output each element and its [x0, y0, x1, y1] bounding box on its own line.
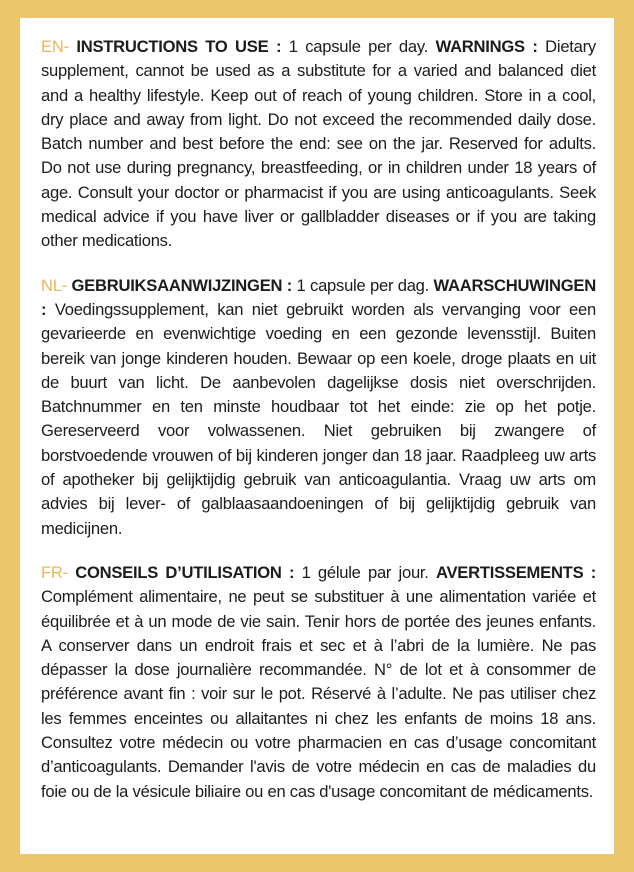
language-code-en: EN- — [41, 37, 69, 56]
instructions-heading-nl: GEBRUIKSAANWIJZINGEN : — [71, 275, 293, 295]
instructions-text-nl: 1 capsule per dag. — [296, 275, 430, 295]
language-code-fr: FR- — [41, 562, 68, 582]
warnings-heading-fr: AVERTISSEMENTS : — [435, 562, 596, 582]
instructions-text-en: 1 capsule per day. — [288, 37, 429, 56]
warnings-heading-nl: WAARSCHUWINGEN : — [41, 275, 596, 319]
language-code-nl: NL- — [41, 275, 67, 295]
section-nl — [41, 274, 596, 541]
warnings-text-nl: Voedingssupplement, kan niet gebruikt worden als vervanging voor een gevarieerde en evenwichtige voeding en een gezonde levensstijl. Buiten bereik van jonge kinderen houden. Bewaar op een koele, droge plaats en uit de buurt van licht. De aanbevolen dagelijkse dosis niet overschrijden. Batchnummer en ten minste houdbaar tot het einde: zie op het potje. Gereserveerd voor volwassenen. Niet gebruiken bij zwangere of borstvoedende vrouwen of bij kinderen jonger dan 18 jaar. Raadpleeg uw arts of apotheker bij gelijktijdig gebruik van anticoagulantia. Vraag uw arts om advies bij lever- of galblaasaandoeningen of bij gelijktijdig gebruik van medicijnen. — [41, 299, 596, 538]
instructions-heading-en: INSTRUCTIONS TO USE : — [76, 37, 282, 56]
instructions-text-fr: 1 gélule par jour. — [301, 562, 429, 582]
warnings-text-en: Dietary supplement, cannot be used as a substitute for a varied and balanced diet and a healthy lifestyle. Keep out of reach of young children. Store in a cool, dry place and away from light. Do not exceed the recommended daily dose. Batch number and best before the end: see on the jar. Reserved for adults. Do not use during pregnancy, breastfeeding, or in children under 18 years of age. Consult your doctor or pharmacist if you are using anticoagulants. Seek medical advice if you have liver or gallbladder diseases or if you are taking other medications. — [41, 37, 596, 251]
instructions-heading-fr: CONSEILS D’UTILISATION : — [75, 562, 295, 582]
label-panel — [20, 18, 614, 854]
section-fr — [41, 561, 596, 804]
warnings-text-fr: Complément alimentaire, ne peut se substituer à une alimentation variée et équilibrée et à un mode de vie sain. Tenir hors de portée des jeunes enfants. A conserver dans un endroit frais et sec et à l’abri de la lumière. Ne pas dépasser la dose journalière recommandée. N° de lot et à consommer de préférence avant fin : voir sur le pot. Réservé à l’adulte. Ne pas utiliser chez les femmes enceintes ou allaitantes ni chez les enfants de moins 18 ans. Consultez votre médecin ou votre pharmacien en cas d’usage concomitant d’anticoagulants. Demander l'avis de votre médecin en cas de maladies du foie ou de la vésicule biliaire ou en cas d'usage concomitant de médicaments. — [41, 587, 596, 801]
section-en — [41, 35, 596, 254]
warnings-heading-en: WARNINGS : — [435, 37, 538, 56]
